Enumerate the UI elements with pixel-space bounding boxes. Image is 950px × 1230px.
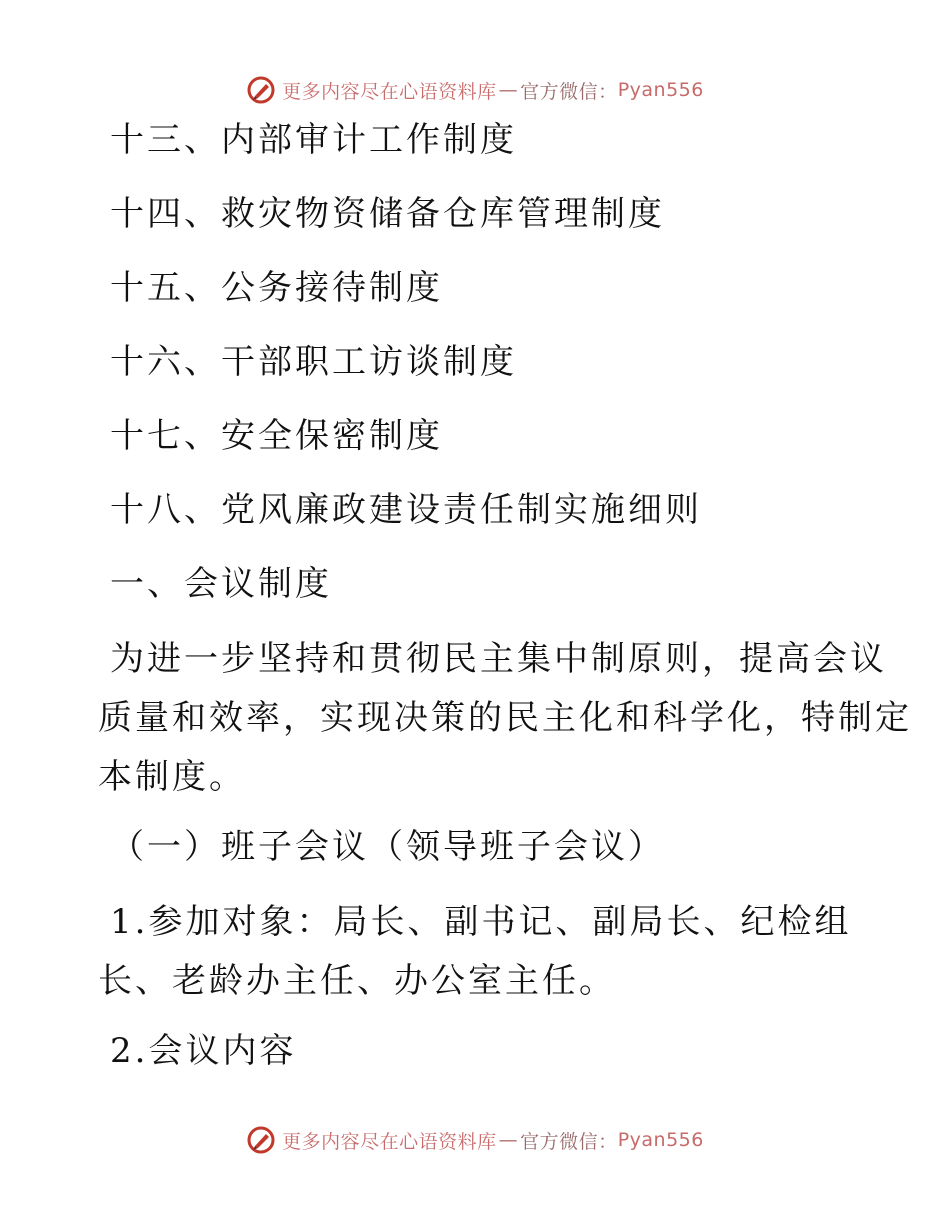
- pen-in-circle-icon: [246, 1125, 276, 1155]
- document-body: [98, 120, 912, 1105]
- item1-paragraph: [98, 893, 858, 1011]
- intro-paragraph: [98, 630, 912, 807]
- list-item: 十三、内部审计工作制度: [110, 120, 517, 160]
- footer-watermark: [0, 1122, 950, 1158]
- pen-in-circle-icon: [246, 75, 276, 105]
- watermark-text: 更多内容尽在心语资料库: [282, 1130, 497, 1153]
- list-item: 十四、救灾物资储备仓库管理制度: [110, 194, 665, 234]
- watermark-handle: Pyan556: [617, 79, 704, 101]
- header-watermark: [0, 72, 950, 108]
- list-item: 十七、安全保密制度: [110, 416, 443, 456]
- item1-line: 长、老龄办主任、办公室主任。: [98, 961, 616, 1001]
- section-title: 一、会议制度: [110, 564, 332, 604]
- watermark-label: 官方微信：: [520, 80, 618, 103]
- intro-line: 本制度。: [98, 757, 246, 797]
- watermark-label: 官方微信：: [520, 1130, 618, 1153]
- intro-line: 质量和效率，实现决策的民主化和科学化，特制定: [98, 698, 912, 738]
- watermark-dash: —: [498, 1129, 519, 1151]
- subsection-title: （一）班子会议（领导班子会议）: [110, 827, 665, 867]
- list-item: 十八、党风廉政建设责任制实施细则: [110, 490, 702, 530]
- list-item: 十五、公务接待制度: [110, 268, 443, 308]
- watermark-text: 更多内容尽在心语资料库: [282, 80, 497, 103]
- item2-title: 2.会议内容: [110, 1031, 297, 1071]
- intro-line: 为进一步坚持和贯彻民主集中制原则，提高会议: [110, 639, 887, 679]
- watermark-handle: Pyan556: [617, 1129, 704, 1151]
- watermark-dash: —: [498, 79, 519, 101]
- list-item: 十六、干部职工访谈制度: [110, 342, 517, 382]
- item1-line: 1.参加对象：局长、副书记、副局长、纪检组: [110, 902, 852, 942]
